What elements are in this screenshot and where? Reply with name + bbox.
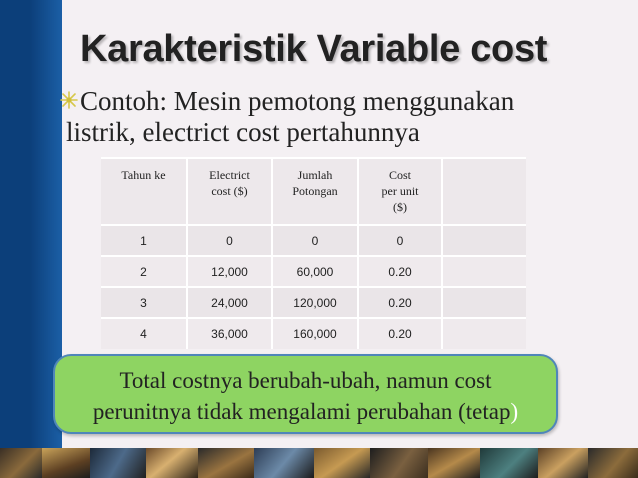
table-cell: 0 <box>272 225 358 256</box>
header-text: Potongan <box>292 184 338 198</box>
table-cell: 0.20 <box>358 256 442 287</box>
table-cell: 160,000 <box>272 318 358 349</box>
header-empty <box>442 158 526 225</box>
slide-title: Karakteristik Variable cost <box>80 28 548 70</box>
table-row <box>101 256 526 287</box>
header-tahun-ke <box>101 158 187 225</box>
table-cell: 4 <box>101 318 187 349</box>
footer-photo <box>0 448 42 478</box>
table-header-row <box>101 158 526 225</box>
table-cell <box>442 256 526 287</box>
table-cell: 120,000 <box>272 287 358 318</box>
callout-box <box>53 354 558 434</box>
header-text: Jumlah <box>297 168 333 182</box>
footer-photo <box>370 448 428 478</box>
callout-line-2 <box>55 396 556 427</box>
table-cell: 0.20 <box>358 287 442 318</box>
callout-line-2-text: perunitnya tidak mengalami perubahan (tetap <box>92 399 511 424</box>
footer-photo <box>198 448 254 478</box>
header-text: cost ($) <box>211 184 248 198</box>
table-cell: 2 <box>101 256 187 287</box>
bullet-line-2: listrik, electrict cost pertahunnya <box>66 117 420 147</box>
table-cell: 0 <box>187 225 272 256</box>
footer-photo <box>428 448 480 478</box>
table-cell <box>442 287 526 318</box>
table-cell: 3 <box>101 287 187 318</box>
callout-closing-paren: ) <box>510 399 519 424</box>
table-cell: 1 <box>101 225 187 256</box>
header-electrict-cost <box>187 158 272 225</box>
header-text: Tahun ke <box>121 168 166 182</box>
table-cell: 12,000 <box>187 256 272 287</box>
table-cell: 0.20 <box>358 318 442 349</box>
footer-photo <box>588 448 638 478</box>
footer-photo <box>254 448 314 478</box>
header-cost-per-unit <box>358 158 442 225</box>
header-text: Electrict <box>209 168 250 182</box>
bullet-text <box>66 86 560 148</box>
footer-photo <box>538 448 588 478</box>
table-cell: 0 <box>358 225 442 256</box>
callout-line-1: Total costnya berubah-ubah, namun cost <box>119 368 492 393</box>
table-cell <box>442 225 526 256</box>
footer-photo <box>42 448 90 478</box>
starburst-bullet-icon <box>60 91 78 109</box>
table-cell: 24,000 <box>187 287 272 318</box>
table-row <box>101 287 526 318</box>
table-row <box>101 225 526 256</box>
table-row <box>101 318 526 349</box>
header-jumlah-potongan <box>272 158 358 225</box>
header-text: Cost <box>388 168 411 182</box>
footer-photo <box>480 448 538 478</box>
footer-photo <box>90 448 146 478</box>
table-cell: 36,000 <box>187 318 272 349</box>
footer-photo <box>314 448 370 478</box>
footer-photo <box>146 448 198 478</box>
cost-table <box>101 157 526 349</box>
header-text: per unit <box>381 184 419 198</box>
footer-photo-strip <box>0 448 638 478</box>
table-cell: 60,000 <box>272 256 358 287</box>
header-text: ($) <box>393 200 407 214</box>
bullet-line-1: Contoh: Mesin pemotong menggunakan <box>80 86 515 116</box>
table-cell <box>442 318 526 349</box>
